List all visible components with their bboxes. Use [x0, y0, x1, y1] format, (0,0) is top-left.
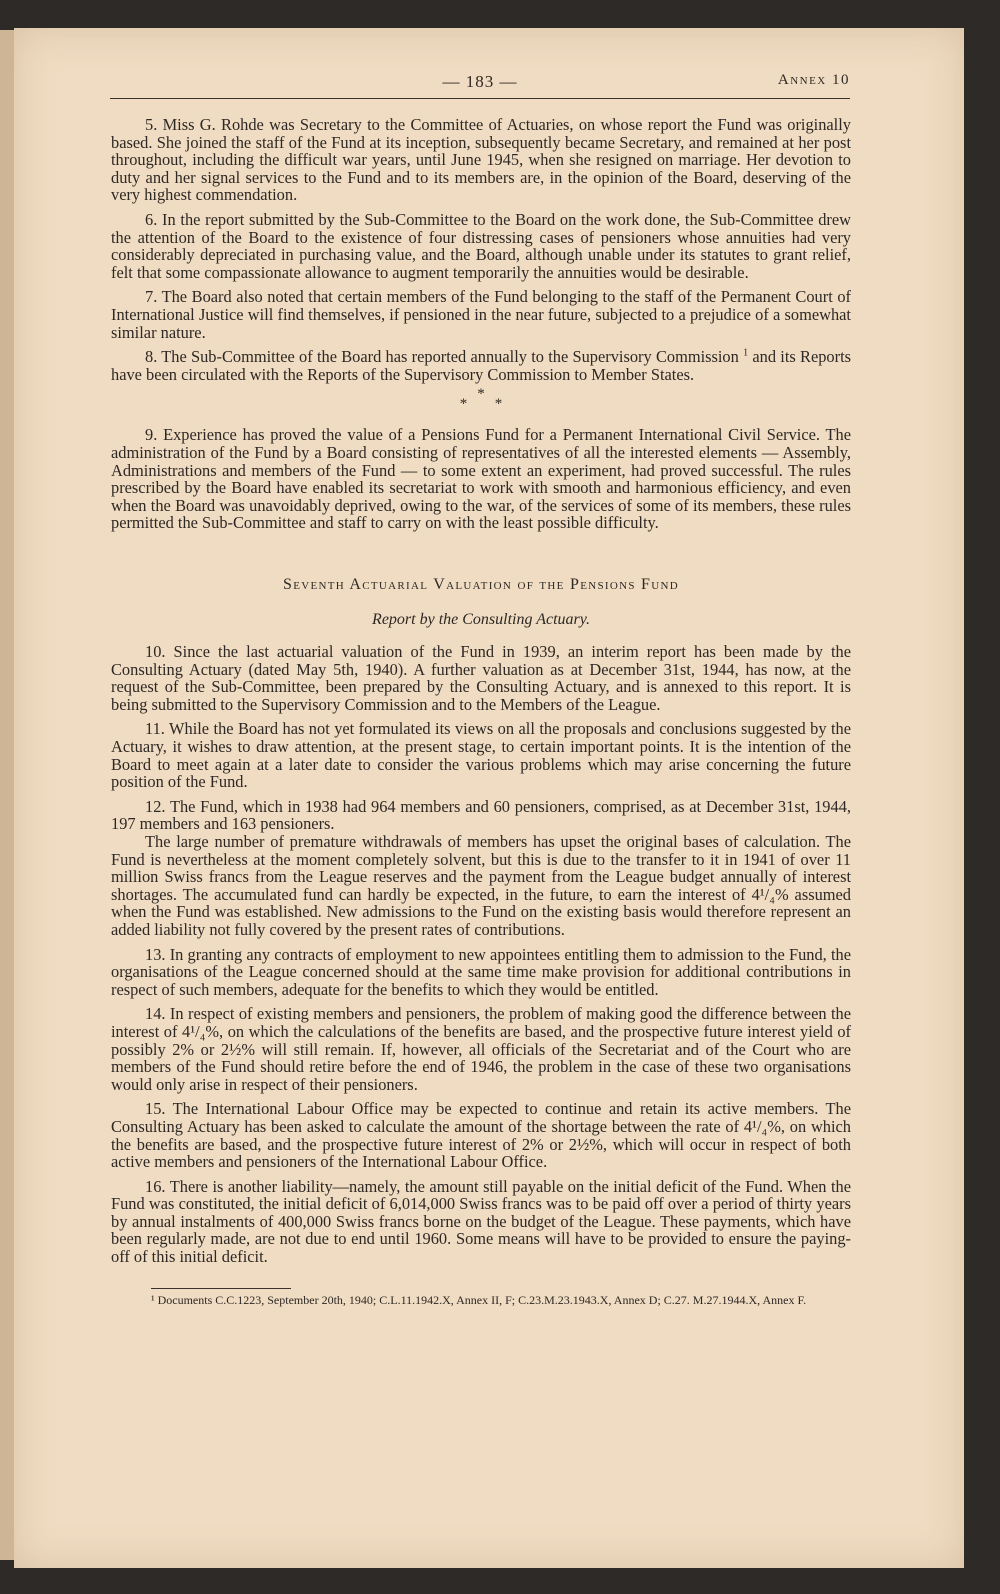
footnote-mark: 1	[743, 347, 749, 359]
page-number: — 183 —	[442, 72, 518, 91]
paragraph-9: 9. Experience has proved the value of a Pensions Fund for a Permanent International Civil Service. The administration of the Fund by a Board consisting of representatives of all the interested elements — Assembly, Administrations and members of the Fund — to some extent an experiment, had proved successful. The rules prescribed by the Board have enabled its secretariat to work with smooth and harmonious efficiency, and even when the Board was unavoidably deprived, owing to the war, of the services of some of its members, these rules permitted the Sub-Committee and staff to carry on with the least possible difficulty.	[111, 425, 851, 533]
document-body	[111, 116, 851, 1308]
paragraph-5: 5. Miss G. Rohde was Secretary to the Committee of Actuaries, on whose report the Fund was originally based. She joined the staff of the Fund at its inception, subsequently became Secretary, and remained at her post throughout, including the difficult war years, until June 1945, when she resigned on marriage. Her devotion to duty and her signal services to the Fund and to its members are, in the opinion of the Board, deserving of the very highest commendation.	[111, 115, 851, 205]
page-header	[110, 72, 850, 99]
footnote-1: ¹ Documents C.C.1223, September 20th, 1940; C.L.11.1942.X, Annex II, F; C.23.M.23.1943.X, Annex D; C.27. M.27.1944.X, Annex F.	[151, 1292, 807, 1307]
paragraph-8	[111, 348, 851, 383]
paragraph-7: 7. The Board also noted that certain members of the Fund belonging to the staff of the Permanent Court of International Justice will find themselves, if pensioned in the near future, subjected to a prejudice of a somewhat similar nature.	[111, 287, 851, 342]
asterisk-left: *	[459, 396, 468, 413]
section-title: Seventh Actuarial Valuation of the Pensions Fund	[283, 575, 679, 593]
asterisk-top: *	[477, 386, 485, 403]
section-subtitle: Report by the Consulting Actuary.	[372, 611, 590, 629]
asterisk-right: *	[494, 396, 503, 413]
paragraph-8-text-after: and its Reports have been circulated with the Reports of the Supervisory Commission to Member States.	[111, 347, 851, 384]
paragraph-14: 14. In respect of existing members and pensioners, the problem of making good the difference between the interest of 4¹/₄%, on which the calculations of the benefits are based, and the prospective future interest yield of possibly 2% or 2½% will still remain. If, however, all officials of the Secretariat and of the Court who are members of the Fund should retire before the end of 1946, the problem in the case of these two organisations would only arise in respect of their pensioners.	[111, 1004, 851, 1094]
paragraph-15: 15. The International Labour Office may be expected to continue and retain its active members. The Consulting Actuary has been asked to calculate the amount of the shortage between the rate of 4¹/₄%, on which the benefits are based, and the prospective future interest of 2% or 2½%, which will occur in respect of both active members and pensioners of the International Labour Office.	[111, 1099, 851, 1172]
document-page	[14, 28, 964, 1568]
footnote-rule	[151, 1288, 291, 1289]
section-separator	[111, 386, 851, 413]
annex-label: Annex 10	[777, 72, 850, 88]
paragraph-6: 6. In the report submitted by the Sub-Committee to the Board on the work done, the Sub-Committee drew the attention of the Board to the existence of four distressing cases of pensioners whose annuities had very considerably depreciated in purchasing value, and the Board, although unable under its statutes to grant relief, felt that some compassionate allowance to augment temporarily the annuities would be desirable.	[111, 209, 851, 282]
footnotes	[111, 1288, 851, 1308]
paragraph-12-continued: The large number of premature withdrawals of members has upset the original bases of calculation. The Fund is nevertheless at the moment completely solvent, but this is due to the transfer to it in 1941 of over 11 million Swiss francs from the League reserves and the payment from the League budget annually of interest shortages. The accumulated fund can hardly be expected, in the future, to earn the interest of 4¹/₄% assumed when the Fund was established. New admissions to the Fund on the existing basis would therefore represent an added liability not fully covered by the present rates of contributions.	[111, 832, 851, 939]
previous-page-edge	[0, 30, 14, 1560]
paragraph-8-text: 8. The Sub-Committee of the Board has reported annually to the Supervisory Commission	[145, 347, 739, 367]
paragraph-16: 16. There is another liability—namely, the amount still payable on the initial deficit of the Fund. When the Fund was constituted, the initial deficit of 6,014,000 Swiss francs was to be paid off over a period of thirty years by annual instalments of 400,000 Swiss francs borne on the budget of the League. These payments, which have been regularly made, are not due to end until 1960. Some means will have to be provided to ensure the paying-off of this initial deficit.	[111, 1176, 851, 1267]
paragraph-13: 13. In granting any contracts of employment to new appointees entitling them to admission to the Fund, the organisations of the League concerned should at the same time make provision for additional contributions in respect of such members, adequate for the benefits to which they would be entitled.	[111, 944, 851, 999]
paragraph-10: 10. Since the last actuarial valuation of the Fund in 1939, an interim report has been made by the Consulting Actuary (dated May 5th, 1940). A further valuation as at December 31st, 1944, has now, at the request of the Sub-Committee, been prepared by the Consulting Actuary, and is annexed to this report. It is being submitted to the Supervisory Commission and to the Members of the League.	[111, 642, 851, 714]
paragraph-11: 11. While the Board has not yet formulated its views on all the proposals and conclusions suggested by the Actuary, it wishes to draw attention, at the present stage, to certain important points. It is the intention of the Board to meet again at a later date to consider the various problems which may arise concerning the future position of the Fund.	[111, 719, 851, 792]
paragraph-12: 12. The Fund, which in 1938 had 964 members and 60 pensioners, comprised, as at December 31st, 1944, 197 members and 163 pensioners.	[111, 796, 851, 834]
